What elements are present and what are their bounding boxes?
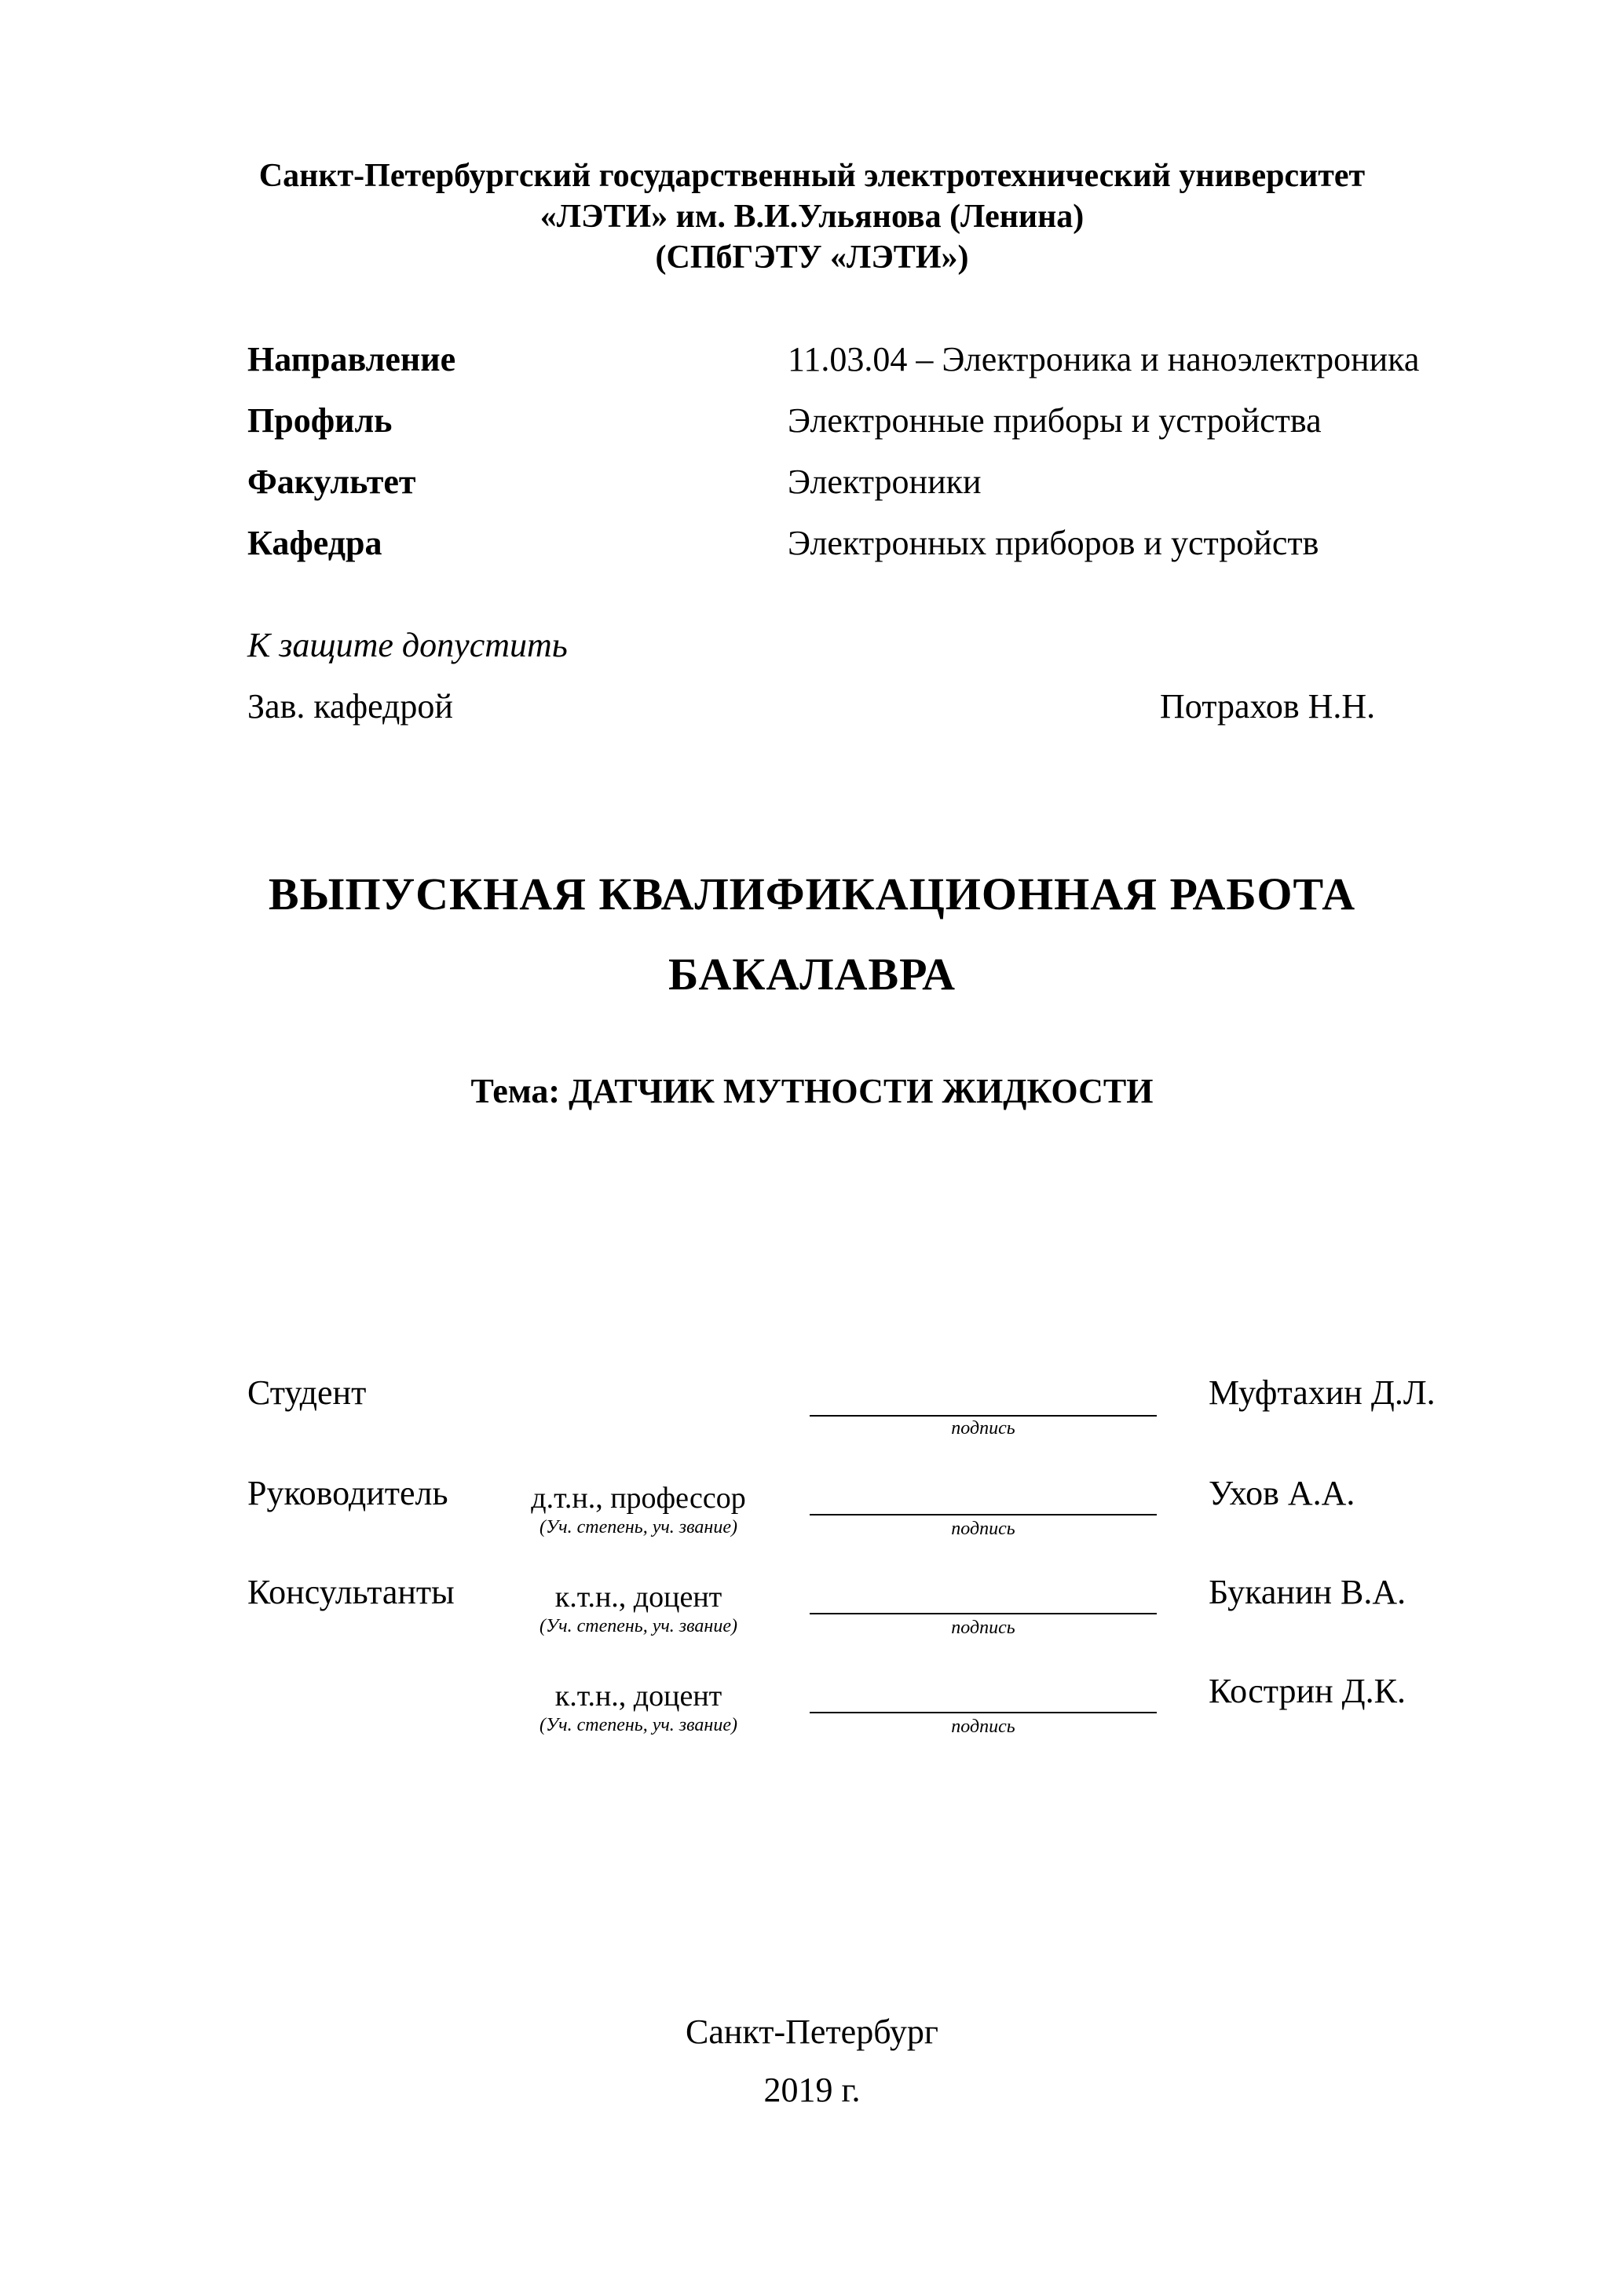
consultants-role: Консультанты bbox=[247, 1573, 455, 1611]
supervisor-role: Руководитель bbox=[247, 1474, 448, 1512]
document-title: ВЫПУСКНАЯ КВАЛИФИКАЦИОННАЯ РАБОТА bbox=[268, 868, 1356, 919]
head-of-department-name: Потрахов Н.Н. bbox=[1160, 687, 1376, 726]
supervisor-name: Ухов А.А. bbox=[1209, 1474, 1355, 1512]
consultant-1-signature-caption: подпись bbox=[951, 1618, 1015, 1638]
student-signature-line bbox=[810, 1415, 1157, 1417]
student-role: Студент bbox=[247, 1373, 367, 1412]
consultant-2-degree-caption: (Уч. степень, уч. звание) bbox=[540, 1715, 737, 1735]
consultant-2-signature-line bbox=[810, 1712, 1157, 1713]
consultant-2-name: Кострин Д.К. bbox=[1209, 1672, 1406, 1710]
supervisor-signature-caption: подпись bbox=[951, 1519, 1015, 1539]
footer-city: Санкт-Петербург bbox=[686, 2013, 938, 2051]
university-name: Санкт-Петербургский государственный электротехнический университет bbox=[258, 158, 1366, 194]
direction-value: 11.03.04 – Электроника и наноэлектроника bbox=[788, 340, 1420, 378]
document-title-degree: БАКАЛАВРА bbox=[668, 949, 956, 1000]
footer-year: 2019 г. bbox=[763, 2071, 861, 2109]
student-signature-caption: подпись bbox=[951, 1418, 1015, 1439]
consultant-1-degree: к.т.н., доцент bbox=[554, 1581, 722, 1614]
department-value: Электронных приборов и устройств bbox=[788, 524, 1319, 562]
supervisor-degree-caption: (Уч. степень, уч. звание) bbox=[540, 1517, 737, 1537]
profile-value: Электронные приборы и устройства bbox=[788, 401, 1322, 440]
department-label: Кафедра bbox=[247, 524, 382, 562]
consultant-1-signature-line bbox=[810, 1613, 1157, 1614]
admission-note: К защите допустить bbox=[247, 626, 568, 664]
consultant-2-degree: к.т.н., доцент bbox=[554, 1680, 722, 1713]
university-abbreviation: (СПбГЭТУ «ЛЭТИ») bbox=[655, 239, 969, 276]
consultant-1-degree-caption: (Уч. степень, уч. звание) bbox=[540, 1616, 737, 1636]
student-name: Муфтахин Д.Л. bbox=[1209, 1373, 1436, 1412]
direction-label: Направление bbox=[247, 340, 456, 378]
consultant-1-name: Буканин В.А. bbox=[1209, 1573, 1406, 1611]
supervisor-degree: д.т.н., профессор bbox=[531, 1482, 746, 1515]
faculty-value: Электроники bbox=[788, 462, 982, 501]
supervisor-signature-line bbox=[810, 1514, 1157, 1515]
university-short-name: «ЛЭТИ» им. В.И.Ульянова (Ленина) bbox=[540, 199, 1084, 235]
consultant-2-signature-caption: подпись bbox=[951, 1717, 1015, 1737]
profile-label: Профиль bbox=[247, 401, 393, 440]
faculty-label: Факультет bbox=[247, 462, 416, 501]
head-of-department-role: Зав. кафедрой bbox=[247, 687, 453, 726]
thesis-topic: Тема: ДАТЧИК МУТНОСТИ ЖИДКОСТИ bbox=[470, 1072, 1154, 1110]
